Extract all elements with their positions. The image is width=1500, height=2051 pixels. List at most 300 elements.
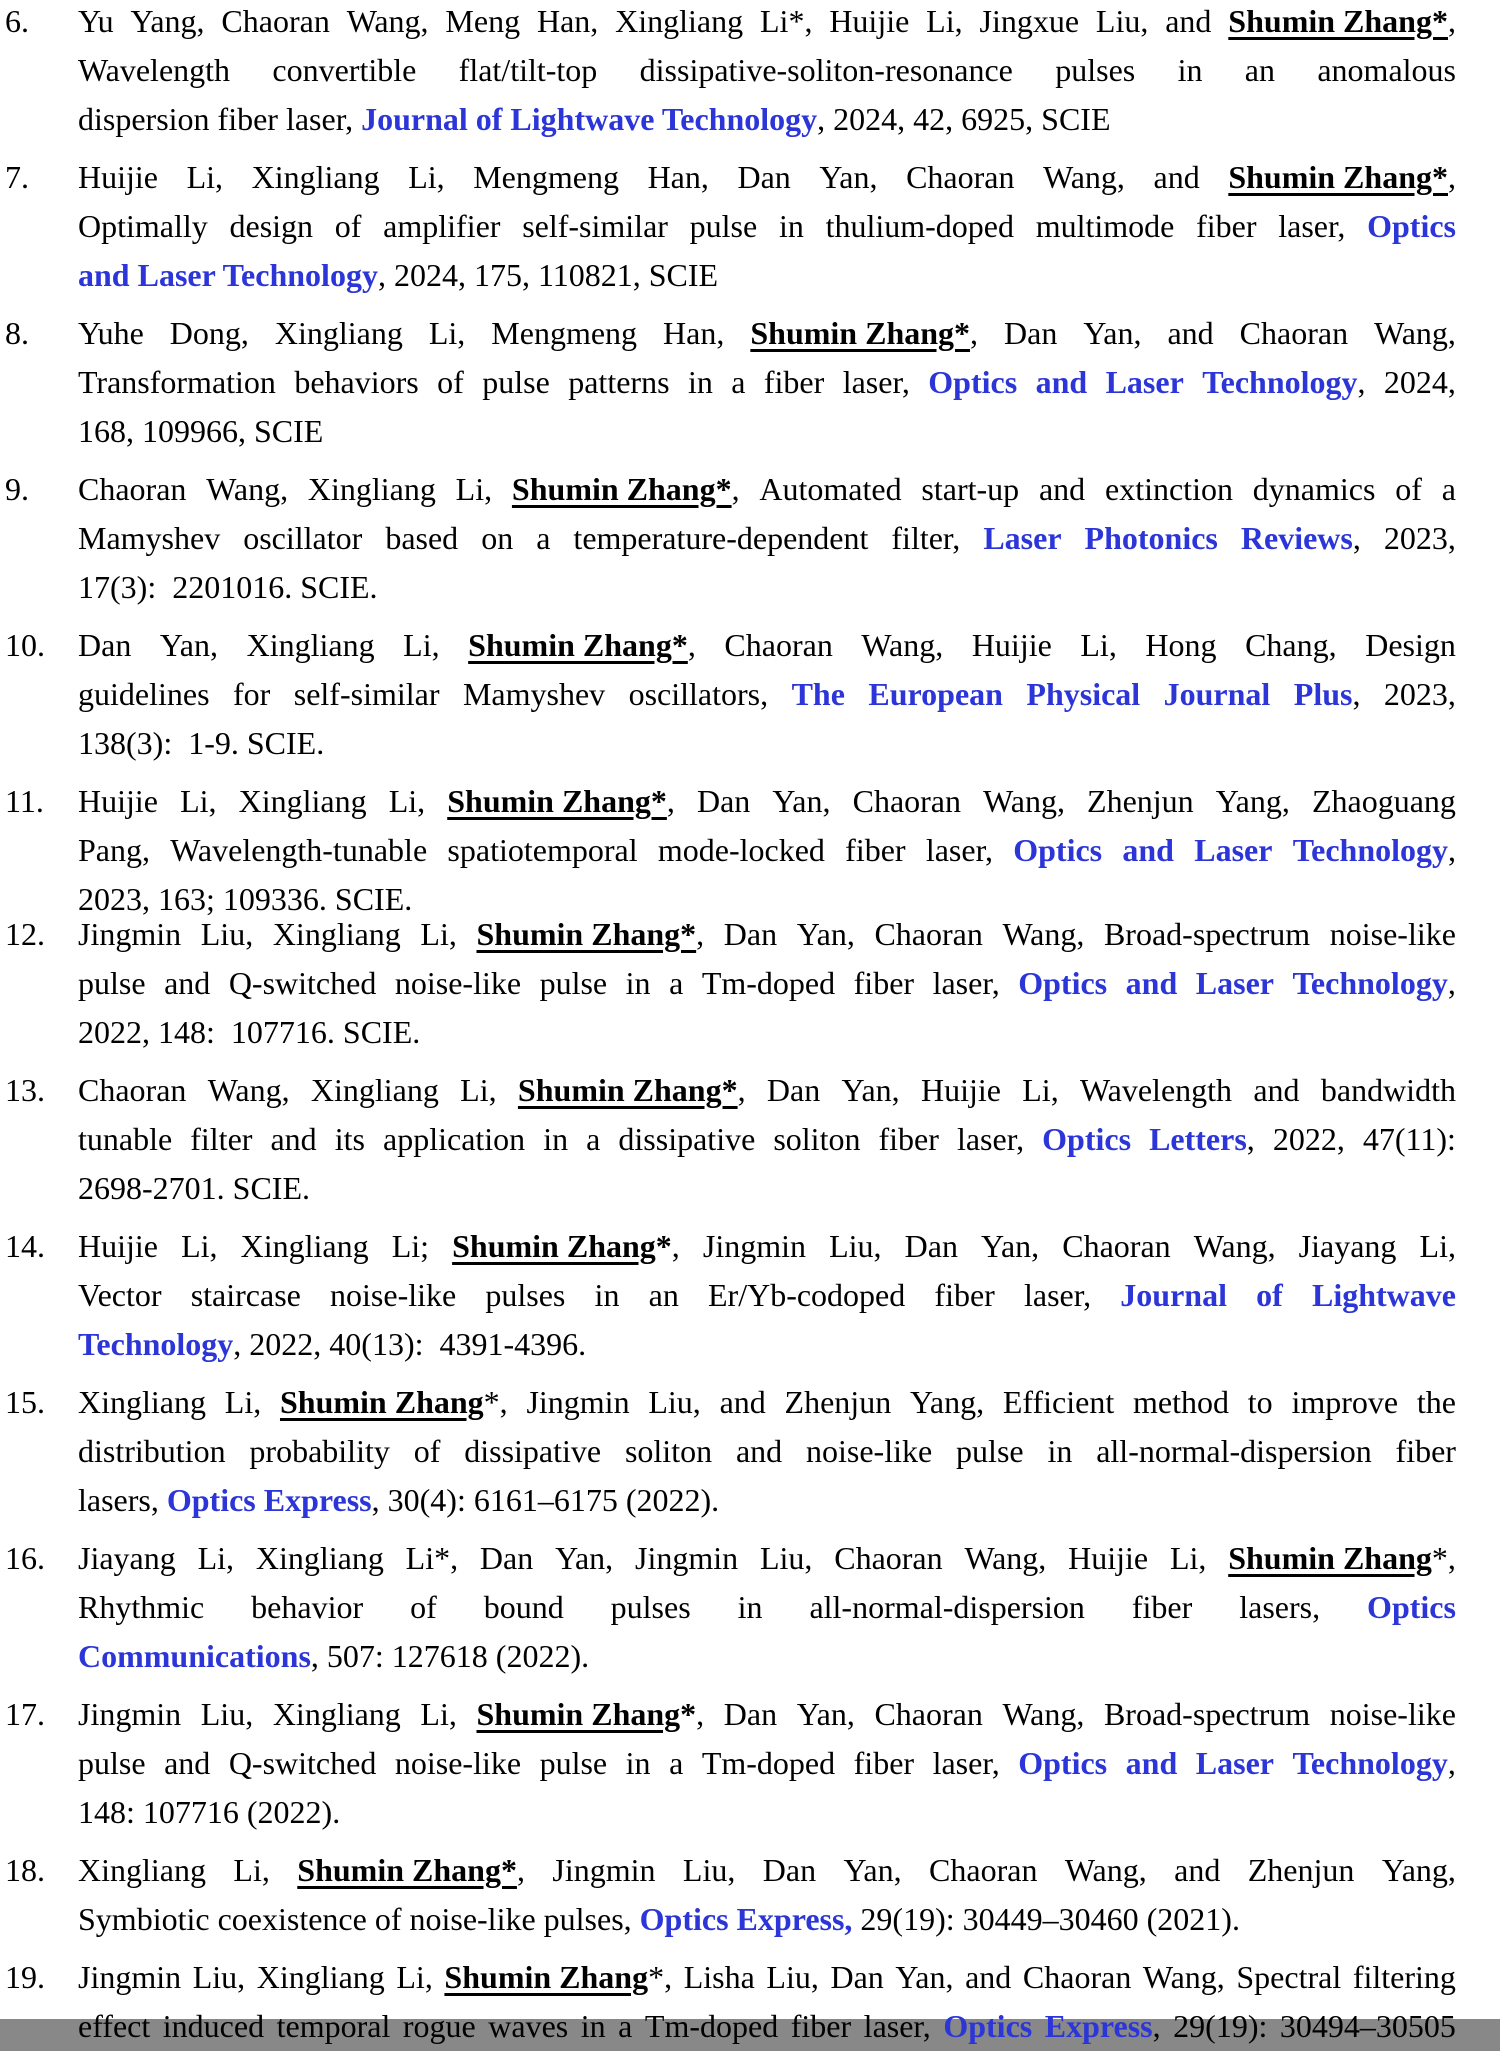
citation-word: Zhenjun xyxy=(1087,783,1194,819)
citation-word: Jingmin xyxy=(78,916,182,952)
citation-word: , 507: 127618 (2022). xyxy=(310,1638,590,1674)
citation-word: Yan, xyxy=(843,1852,902,1888)
citation-word: Han, xyxy=(647,159,709,195)
citation-line xyxy=(78,1476,1456,1525)
citation-line xyxy=(78,959,1456,1008)
citation-word: and xyxy=(164,1745,211,1781)
journal-name: Optics Express xyxy=(166,1482,372,1518)
citation-word: 2023, xyxy=(1383,520,1456,556)
citation-word: and xyxy=(1035,364,1088,400)
citation-word: a xyxy=(731,364,746,400)
citation-word: Chaoran xyxy=(221,3,330,39)
citation-word: 30494–30505 xyxy=(1279,2008,1456,2044)
citation-word: and xyxy=(1125,965,1178,1001)
citation-line xyxy=(78,1066,1456,1115)
citation-word: noise-like xyxy=(394,1745,522,1781)
citation-line xyxy=(78,1008,1456,1057)
citation-word: Tm-doped xyxy=(644,2008,779,2044)
citation-word: Jingmin xyxy=(78,1696,182,1732)
citation-text xyxy=(78,910,1456,1057)
citation-line xyxy=(78,202,1456,251)
citation-word: pulses xyxy=(610,1589,691,1625)
citation-line xyxy=(78,719,1456,768)
citation-word: Yan, xyxy=(895,1959,954,1995)
citation-word: Li, xyxy=(460,1072,497,1108)
publication-entry xyxy=(5,621,1456,768)
citation-word: in xyxy=(594,1277,620,1313)
citation-word: Huijie xyxy=(78,1228,158,1264)
citation-line xyxy=(78,309,1456,358)
citation-word: Transformation xyxy=(78,364,276,400)
citation-word: fiber xyxy=(853,965,915,1001)
author-name-highlight: Shumin Zhang*, xyxy=(750,315,979,351)
citation-word: dynamics xyxy=(1252,471,1376,507)
citation-word: fiber xyxy=(1395,1433,1456,1469)
citation-word: soliton xyxy=(773,1121,861,1157)
citation-word: bandwidth xyxy=(1320,1072,1456,1108)
citation-word: Huijie xyxy=(78,159,158,195)
citation-word: Zhenjun xyxy=(784,1384,892,1420)
citation-line xyxy=(78,563,1456,612)
citation-word: Li, xyxy=(396,1959,433,1995)
citation-line xyxy=(78,826,1456,875)
citation-word: Dan xyxy=(766,1072,821,1108)
citation-word: application xyxy=(383,1121,526,1157)
journal-name: Technology xyxy=(78,1326,234,1362)
citation-word: multimode xyxy=(1035,208,1175,244)
citation-word: Chaoran xyxy=(929,1852,1038,1888)
citation-word: laser, xyxy=(842,364,910,400)
citation-word: Wang, xyxy=(964,1540,1047,1576)
citation-word: patterns xyxy=(568,364,670,400)
citation-word: dispersion fiber laser, xyxy=(78,101,362,137)
citation-line xyxy=(78,621,1456,670)
citation-word: Liu, xyxy=(648,1384,701,1420)
citation-word: in xyxy=(687,364,713,400)
citation-word: Yan, xyxy=(796,1696,855,1732)
citation-word: Laser xyxy=(983,520,1062,556)
citation-word: Li*, xyxy=(760,3,813,39)
citation-word: Liu, xyxy=(200,1696,254,1732)
citation-line xyxy=(78,1953,1456,2002)
citation-word: and xyxy=(1153,159,1200,195)
citation-word: 138(3): 1-9. SCIE. xyxy=(78,725,325,761)
citation-word: Yan, xyxy=(796,916,855,952)
citation-word: a xyxy=(669,965,684,1001)
citation-word: Yang, xyxy=(909,1384,985,1420)
citation-word: in xyxy=(625,965,651,1001)
citation-word: Yang, xyxy=(130,3,205,39)
citation-word: 29(19): xyxy=(1173,2008,1268,2044)
citation-word: , 30(4): 6161–6175 (2022). xyxy=(371,1482,720,1518)
author-name-highlight: Shumin Zhang*, xyxy=(476,916,705,952)
citation-word: Optics xyxy=(1018,965,1108,1001)
citation-line xyxy=(78,1164,1456,1213)
citation-word: Plus, xyxy=(1293,676,1361,712)
citation-word: Xingliang xyxy=(246,627,375,663)
citation-line xyxy=(78,1895,1456,1944)
publication-entry xyxy=(5,0,1456,144)
citation-word: Broad-spectrum xyxy=(1103,1696,1311,1732)
citation-word: noise-like xyxy=(806,1433,933,1469)
citation-word: Chaoran xyxy=(874,916,983,952)
citation-word: Li, xyxy=(181,1228,218,1264)
publication-entry xyxy=(5,1378,1456,1525)
citation-word: 168, 109966, SCIE xyxy=(78,413,324,449)
citation-word: of xyxy=(1256,1277,1283,1313)
citation-word: Dan xyxy=(830,1959,884,1995)
citation-word: Dan xyxy=(723,1696,778,1732)
publication-entry xyxy=(5,1534,1456,1681)
citation-word: 2022, 148: 107716. SCIE. xyxy=(78,1014,421,1050)
citation-word: laser, xyxy=(932,965,1000,1001)
citation-word: of xyxy=(437,364,464,400)
citation-line xyxy=(78,0,1456,46)
citation-word: noise-like xyxy=(1329,916,1456,952)
citation-word: 29(19): 30449–30460 (2021). xyxy=(852,1901,1240,1937)
citation-word: temporal xyxy=(276,2008,391,2044)
citation-word: Vector xyxy=(78,1277,162,1313)
citation-word: Meng xyxy=(445,3,521,39)
citation-line xyxy=(78,1320,1456,1369)
citation-word: Li, xyxy=(233,1852,270,1888)
publication-entry xyxy=(5,777,1456,917)
citation-word: Li*, xyxy=(405,1540,459,1576)
citation-line xyxy=(78,153,1456,202)
citation-text xyxy=(78,0,1456,144)
citation-word: Er/Yb-codoped xyxy=(707,1277,906,1313)
citation-word: Yan, xyxy=(819,159,878,195)
author-name-highlight: Shumin Zhang*, xyxy=(468,627,696,663)
journal-name: Journal of Lightwave Technology xyxy=(361,101,818,137)
author-name-highlight: Shumin Zhang*, xyxy=(1228,3,1456,39)
citation-word: Huijie xyxy=(1068,1540,1149,1576)
citation-word: Wang, xyxy=(1043,159,1125,195)
citation-word: Liu, xyxy=(759,1540,813,1576)
citation-line xyxy=(78,1378,1456,1427)
publication-entry xyxy=(5,910,1456,1057)
publication-entry xyxy=(5,1846,1456,1944)
citation-word: in xyxy=(1047,1433,1073,1469)
citation-word: in xyxy=(737,1589,763,1625)
citation-word: Huijie xyxy=(829,3,910,39)
citation-line xyxy=(78,1271,1456,1320)
citation-word: Wang, xyxy=(207,1072,290,1108)
citation-word: distribution xyxy=(78,1433,226,1469)
citation-line xyxy=(78,46,1456,95)
citation-text xyxy=(78,621,1456,768)
citation-word: Pang, xyxy=(78,832,150,868)
citation-word: guidelines xyxy=(78,676,210,712)
citation-word: soliton xyxy=(624,1433,713,1469)
citation-word: Xingliang xyxy=(78,1384,206,1420)
publication-entry xyxy=(5,1953,1456,2051)
citation-word: lasers, xyxy=(78,1482,167,1518)
citation-word: pulse xyxy=(689,208,758,244)
citation-word: anomalous xyxy=(1317,52,1456,88)
citation-word: oscillator xyxy=(243,520,363,556)
citation-word: in xyxy=(625,1745,651,1781)
entry-number: 15. xyxy=(5,1384,45,1420)
citation-word: spatiotemporal xyxy=(447,832,638,868)
citation-word: Lightwave xyxy=(1311,1277,1456,1313)
citation-word: 17(3): 2201016. SCIE. xyxy=(78,569,378,605)
citation-word: Optics xyxy=(1367,208,1456,244)
citation-word: Jingmin xyxy=(78,1959,182,1995)
citation-word: in xyxy=(543,1121,569,1157)
citation-word: flat/tilt-top xyxy=(458,52,598,88)
citation-word: Chaoran xyxy=(724,627,833,663)
citation-word: Q-switched xyxy=(228,1745,377,1781)
citation-word: Laser xyxy=(1105,364,1184,400)
citation-word: Technology, xyxy=(1292,832,1456,868)
citation-word: Chang, xyxy=(1245,627,1337,663)
citation-line xyxy=(78,670,1456,719)
entry-number: 13. xyxy=(5,1072,45,1108)
citation-word: of xyxy=(1395,471,1422,507)
citation-word: and xyxy=(719,1384,766,1420)
citation-word: Express, xyxy=(1044,2008,1161,2044)
citation-word: Xingliang xyxy=(251,159,380,195)
citation-word: Wang, xyxy=(1064,1852,1147,1888)
citation-word: Q-switched xyxy=(228,965,377,1001)
citation-word: , 2024, 42, 6925, SCIE xyxy=(817,101,1111,137)
citation-word: laser, xyxy=(1278,208,1346,244)
citation-word: fiber xyxy=(878,1121,939,1157)
citation-word: of xyxy=(413,1433,441,1469)
citation-word: Yan, xyxy=(555,1540,614,1576)
citation-word: Jingmin xyxy=(635,1540,739,1576)
citation-word: Dan xyxy=(723,916,778,952)
citation-word: European xyxy=(868,676,1003,712)
citation-word: a xyxy=(586,1121,601,1157)
citation-word: Jiayang xyxy=(1298,1228,1397,1264)
author-name-highlight: Shumin Zhang*, xyxy=(297,1852,525,1888)
citation-word: Li, xyxy=(1169,1540,1207,1576)
citation-word: induced xyxy=(162,2008,265,2044)
citation-word: thulium-doped xyxy=(825,208,1014,244)
citation-word: Li, xyxy=(388,783,426,819)
citation-word: Li, xyxy=(197,1540,235,1576)
citation-word: a xyxy=(669,1745,684,1781)
citation-word: Mengmeng xyxy=(491,315,638,351)
citation-word: Chaoran xyxy=(78,1072,187,1108)
citation-word: Letters, xyxy=(1149,1121,1255,1157)
citation-word: Wang, xyxy=(206,471,289,507)
citation-word: Optics xyxy=(928,364,1018,400)
journal-name: Communications xyxy=(78,1638,311,1674)
entry-number: 11. xyxy=(5,783,44,819)
citation-word: Li, xyxy=(1022,1072,1059,1108)
citation-word: laser, xyxy=(932,1745,1000,1781)
citation-word: Wang, xyxy=(983,783,1065,819)
citation-word: self-similar xyxy=(522,208,668,244)
entry-number: 8. xyxy=(5,315,29,351)
citation-word: of xyxy=(334,208,362,244)
citation-word: Yan, xyxy=(981,1228,1040,1264)
citation-word: based xyxy=(385,520,459,556)
citation-line xyxy=(78,465,1456,514)
citation-word: lasers, xyxy=(1239,1589,1321,1625)
citation-text xyxy=(78,153,1456,300)
citation-word: Han, xyxy=(663,315,725,351)
citation-word: Chaoran xyxy=(1239,315,1349,351)
citation-word: Rhythmic xyxy=(78,1589,205,1625)
citation-word: dissipative xyxy=(464,1433,602,1469)
citation-word: Li, xyxy=(926,3,963,39)
citation-word: Li, xyxy=(224,1384,262,1420)
citation-word: noise-like xyxy=(1329,1696,1456,1732)
journal-name: and Laser Technology xyxy=(78,257,378,293)
citation-word: staircase xyxy=(190,1277,301,1313)
citation-word: Technology, xyxy=(1292,965,1456,1001)
citation-word: 47(11): xyxy=(1362,1121,1456,1157)
citation-word: Journal xyxy=(1120,1277,1227,1313)
citation-word: Wang, xyxy=(1374,315,1456,351)
citation-word: Huijie xyxy=(78,783,158,819)
citation-line xyxy=(78,1427,1456,1476)
author-name-highlight: Shumin Zhang*, xyxy=(444,1959,673,1995)
citation-word: Li, xyxy=(1419,1228,1456,1264)
citation-word: Li, xyxy=(1080,627,1117,663)
publication-entry xyxy=(5,465,1456,612)
citation-word: and xyxy=(1165,3,1212,39)
citation-word: Wavelength xyxy=(78,52,231,88)
citation-text xyxy=(78,1378,1456,1525)
citation-word: 2023, xyxy=(1383,676,1456,712)
citation-word: , 2022, 40(13): 4391-4396. xyxy=(233,1326,587,1362)
citation-text xyxy=(78,1953,1456,2051)
citation-word: Huijie xyxy=(971,627,1052,663)
citation-word: Xingliang xyxy=(78,1852,206,1888)
citation-word: Tm-doped xyxy=(701,1745,836,1781)
citation-word: Xingliang xyxy=(274,315,403,351)
citation-line xyxy=(78,358,1456,407)
citation-word: for xyxy=(232,676,271,712)
citation-word: fiber xyxy=(790,2008,852,2044)
publication-entry xyxy=(5,1690,1456,1837)
citation-word: and xyxy=(1174,1852,1221,1888)
citation-word: and xyxy=(965,1959,1012,1995)
citation-word: probability xyxy=(249,1433,390,1469)
citation-word: Liu, xyxy=(682,1852,736,1888)
citation-word: Zhaoguang xyxy=(1311,783,1456,819)
citation-word: Dan xyxy=(78,627,132,663)
citation-word: Tm-doped xyxy=(701,965,836,1001)
citation-word: a xyxy=(536,520,551,556)
citation-word: Wavelength xyxy=(1080,1072,1233,1108)
citation-word: Dan xyxy=(479,1540,534,1576)
citation-word: 2022, xyxy=(1272,1121,1345,1157)
citation-word: extinction xyxy=(1104,471,1233,507)
citation-word: convertible xyxy=(272,52,417,88)
citation-word: Symbiotic coexistence of noise-like pulses, xyxy=(78,1901,640,1937)
citation-text xyxy=(78,309,1456,456)
entry-number: 10. xyxy=(5,627,45,663)
citation-word: Wang, xyxy=(1002,1696,1085,1732)
citation-word: filter, xyxy=(891,520,961,556)
citation-word: Huijie xyxy=(920,1072,1001,1108)
author-name-highlight: Shumin Zhang*, xyxy=(476,1696,705,1732)
citation-word: Mamyshev xyxy=(78,520,221,556)
citation-word: Yan, xyxy=(1083,315,1142,351)
citation-word: Lisha xyxy=(683,1959,755,1995)
citation-word: noise-like xyxy=(330,1277,457,1313)
citation-word: mode-locked xyxy=(657,832,825,868)
citation-word: Li, xyxy=(408,159,445,195)
citation-word: Broad-spectrum xyxy=(1103,916,1311,952)
citation-word: behavior xyxy=(251,1589,364,1625)
citation-word: and xyxy=(1038,471,1086,507)
citation-word: Wang, xyxy=(1142,1959,1225,1995)
citation-word: improve xyxy=(1291,1384,1399,1420)
citation-word: in xyxy=(1177,52,1203,88)
citation-line xyxy=(78,1534,1456,1583)
entry-number: 9. xyxy=(5,471,29,507)
citation-text xyxy=(78,1534,1456,1681)
citation-word: Wang, xyxy=(1002,916,1085,952)
citation-word: Dan xyxy=(904,1228,958,1264)
citation-word: pulse xyxy=(539,965,608,1001)
publication-entry xyxy=(5,1222,1456,1369)
entry-number: 6. xyxy=(5,3,29,39)
citation-word: pulse xyxy=(482,364,550,400)
citation-word: Xingliang xyxy=(255,1540,384,1576)
citation-word: Xingliang xyxy=(272,916,401,952)
citation-word: Xingliang xyxy=(256,1959,385,1995)
citation-word: laser, xyxy=(956,1121,1025,1157)
citation-word: and xyxy=(270,1121,317,1157)
citation-word: dissipative xyxy=(618,1121,756,1157)
citation-word: and xyxy=(735,1433,783,1469)
citation-word: , 2024, 175, 110821, SCIE xyxy=(377,257,719,293)
citation-word: Xingliang xyxy=(615,3,744,39)
citation-word: Photonics xyxy=(1084,520,1218,556)
citation-word: Dan xyxy=(737,159,791,195)
citation-word: Technology, xyxy=(1202,364,1366,400)
citation-word: on xyxy=(481,520,514,556)
citation-word: Xingliang xyxy=(240,1228,369,1264)
citation-word: fiber xyxy=(845,832,906,868)
citation-word: fiber xyxy=(934,1277,995,1313)
citation-word: and xyxy=(1253,1072,1300,1108)
citation-word: Optics xyxy=(943,2008,1033,2044)
citation-word: Jingmin xyxy=(526,1384,630,1420)
citation-line xyxy=(78,1583,1456,1632)
citation-word: filter xyxy=(190,1121,253,1157)
citation-word: Optics xyxy=(1013,832,1103,868)
citation-word: pulse xyxy=(539,1745,608,1781)
citation-word: Yuhe xyxy=(78,315,144,351)
citation-word: Reviews, xyxy=(1240,520,1361,556)
citation-text xyxy=(78,1846,1456,1944)
citation-word: Technology, xyxy=(1292,1745,1456,1781)
citation-text xyxy=(78,1690,1456,1837)
citation-word: Han, xyxy=(536,3,599,39)
citation-word: Laser xyxy=(1194,832,1273,868)
citation-word: Mengmeng xyxy=(473,159,619,195)
entry-number: 14. xyxy=(5,1228,45,1264)
citation-word: all-normal-dispersion xyxy=(1096,1433,1372,1469)
citation-word: waves xyxy=(488,2008,569,2044)
citation-word: Jingxue xyxy=(979,3,1080,39)
citation-word: of xyxy=(410,1589,437,1625)
citation-word: Dan xyxy=(762,1852,817,1888)
citation-text xyxy=(78,1066,1456,1213)
citation-word: fiber xyxy=(1131,1589,1193,1625)
author-name-highlight: Shumin Zhang*, xyxy=(517,1072,746,1108)
citation-word: laser, xyxy=(925,832,993,868)
